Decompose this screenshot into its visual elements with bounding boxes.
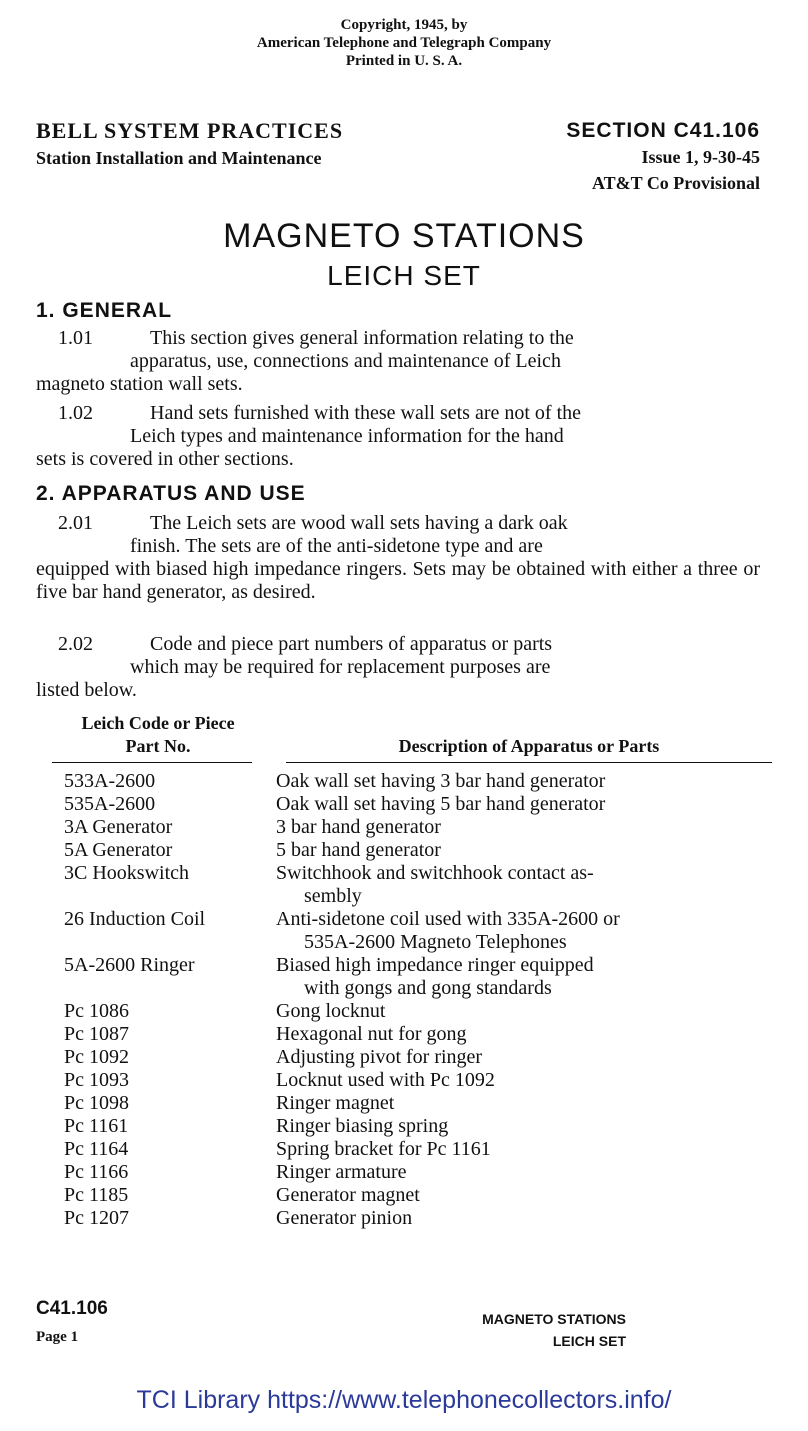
copyright-printed: Printed in U. S. A. (345, 53, 463, 69)
column-header-code-line1: Leich Code or Piece (81, 713, 235, 733)
library-link[interactable]: TCI Library https://www.telephonecollectors.info/ (136, 1386, 672, 1414)
part-description: Generator pinion (276, 1207, 413, 1229)
part-description: Anti-sidetone coil used with 335A-2600 or (276, 908, 620, 930)
part-description: Hexagonal nut for gong (276, 1023, 467, 1045)
part-code: 533A-2600 (64, 770, 156, 792)
part-description-cell (276, 770, 772, 793)
table-row (36, 1023, 772, 1046)
paragraph-indented-line: Leich types and maintenance information for the hand (130, 425, 564, 447)
part-description-cell (276, 1092, 772, 1115)
column-header-code-line2: Part No. (125, 736, 191, 756)
paragraph-tail: magneto station wall sets. (36, 373, 243, 395)
part-code: Pc 1164 (64, 1138, 129, 1160)
paragraph-number: 2.01 (58, 512, 93, 534)
part-code: 5A Generator (64, 839, 173, 861)
copyright-notice (0, 16, 808, 70)
part-description-cell (276, 793, 772, 816)
footer-title: MAGNETO STATIONS (482, 1311, 626, 1327)
paragraph-number: 1.01 (58, 327, 93, 349)
paragraph-tail: equipped with biased high impedance ringers. Sets may be obtained with either a three or five bar hand generator, as desired. (36, 558, 760, 603)
header-rule-left (52, 762, 252, 763)
table-row (36, 1069, 772, 1092)
paragraph-first-line: The Leich sets are wood wall sets having a dark oak (150, 512, 568, 534)
part-description-cell (276, 1000, 772, 1023)
table-row (36, 862, 772, 908)
provisional-label: AT&T Co Provisional (591, 173, 760, 193)
table-row (36, 1046, 772, 1069)
part-code: 26 Induction Coil (64, 908, 206, 930)
part-description-cell (276, 954, 772, 1000)
part-description-cell (276, 1115, 772, 1138)
column-header-code (48, 712, 268, 758)
paragraph-indented-line: which may be required for replacement purposes are (130, 656, 551, 678)
footer-section-number: C41.106 (36, 1298, 108, 1319)
table-row (36, 1092, 772, 1115)
part-code: Pc 1087 (64, 1023, 129, 1045)
paragraph-first-line: Code and piece part numbers of apparatus or parts (150, 633, 553, 655)
part-code: Pc 1207 (64, 1207, 129, 1229)
part-code: 535A-2600 (64, 793, 156, 815)
section-number: SECTION C41.106 (566, 119, 760, 142)
part-code: Pc 1185 (64, 1184, 129, 1206)
part-code: Pc 1098 (64, 1092, 129, 1114)
paragraph-2-01 (36, 512, 760, 604)
issue-date: Issue 1, 9-30-45 (641, 147, 760, 167)
section-heading-apparatus: 2. APPARATUS AND USE (36, 482, 306, 505)
part-code: Pc 1086 (64, 1000, 129, 1022)
table-row (36, 1000, 772, 1023)
paragraph-1-01 (36, 327, 760, 396)
part-description-cell (276, 816, 772, 839)
part-description: Oak wall set having 5 bar hand generator (276, 793, 606, 815)
paragraph-tail: listed below. (36, 679, 137, 701)
part-description-continued: with gongs and gong standards (304, 977, 552, 999)
table-row (36, 770, 772, 793)
footer-page-number: Page 1 (36, 1329, 79, 1345)
header-left (36, 118, 343, 172)
table-header (36, 712, 772, 762)
table-row (36, 793, 772, 816)
part-description-cell (276, 1023, 772, 1046)
table-row (36, 1207, 772, 1230)
part-description: Spring bracket for Pc 1161 (276, 1138, 491, 1160)
part-description-cell (276, 1046, 772, 1069)
part-code: Pc 1161 (64, 1115, 129, 1137)
part-description-continued: sembly (304, 885, 362, 907)
paragraph-1-02 (36, 402, 760, 471)
part-description: Adjusting pivot for ringer (276, 1046, 483, 1068)
page-subtitle: LEICH SET (327, 260, 481, 291)
part-description: Locknut used with Pc 1092 (276, 1069, 495, 1091)
paragraph-first-line: Hand sets furnished with these wall sets are not of the (150, 402, 582, 424)
table-row (36, 1115, 772, 1138)
practices-subtitle: Station Installation and Maintenance (36, 148, 322, 168)
part-description-continued: 535A-2600 Magneto Telephones (304, 931, 567, 953)
part-description: 5 bar hand generator (276, 839, 441, 861)
table-row (36, 1161, 772, 1184)
table-body (36, 770, 772, 1230)
part-description: 3 bar hand generator (276, 816, 441, 838)
part-description-cell (276, 1138, 772, 1161)
part-description-cell (276, 1161, 772, 1184)
part-description-cell (276, 908, 772, 954)
part-code: Pc 1093 (64, 1069, 129, 1091)
part-description-cell (276, 862, 772, 908)
section-heading-general: 1. GENERAL (36, 299, 173, 322)
part-description: Generator magnet (276, 1184, 420, 1206)
page-title: MAGNETO STATIONS (223, 217, 585, 255)
copyright-company: American Telephone and Telegraph Company (256, 35, 552, 51)
paragraph-number: 2.02 (58, 633, 93, 655)
table-row (36, 908, 772, 954)
paragraph-2-02 (36, 633, 760, 702)
column-header-description: Description of Apparatus or Parts (398, 736, 660, 756)
table-row (36, 1138, 772, 1161)
copyright-line: Copyright, 1945, by (340, 17, 468, 33)
parts-table (36, 712, 772, 1229)
practices-title: BELL SYSTEM PRACTICES (36, 118, 344, 143)
footer-right (482, 1308, 626, 1352)
part-description-cell (276, 1207, 772, 1230)
paragraph-indented-line: finish. The sets are of the anti-sidetone type and are (130, 535, 543, 557)
part-description: Ringer magnet (276, 1092, 395, 1114)
header-rule-right (286, 762, 772, 763)
part-code: 5A-2600 Ringer (64, 954, 195, 976)
paragraph-number: 1.02 (58, 402, 93, 424)
part-description: Ringer biasing spring (276, 1115, 449, 1137)
part-code: 3A Generator (64, 816, 173, 838)
part-description-cell (276, 1069, 772, 1092)
part-description: Ringer armature (276, 1161, 407, 1183)
footer-subtitle: LEICH SET (552, 1333, 626, 1349)
part-description: Gong locknut (276, 1000, 386, 1022)
part-description: Biased high impedance ringer equipped (276, 954, 594, 976)
part-description-cell (276, 839, 772, 862)
footer-left (36, 1296, 108, 1352)
table-row (36, 1184, 772, 1207)
paragraph-first-line: This section gives general information relating to the (150, 327, 574, 349)
header-right (566, 118, 760, 196)
table-row (36, 816, 772, 839)
paragraph-tail: sets is covered in other sections. (36, 448, 294, 470)
part-description-cell (276, 1184, 772, 1207)
part-description: Switchhook and switchhook contact as- (276, 862, 594, 884)
part-code: Pc 1166 (64, 1161, 129, 1183)
part-code: 3C Hookswitch (64, 862, 189, 884)
part-description: Oak wall set having 3 bar hand generator (276, 770, 606, 792)
table-row (36, 954, 772, 1000)
table-row (36, 839, 772, 862)
paragraph-indented-line: apparatus, use, connections and maintenance of Leich (130, 350, 561, 372)
part-code: Pc 1092 (64, 1046, 129, 1068)
